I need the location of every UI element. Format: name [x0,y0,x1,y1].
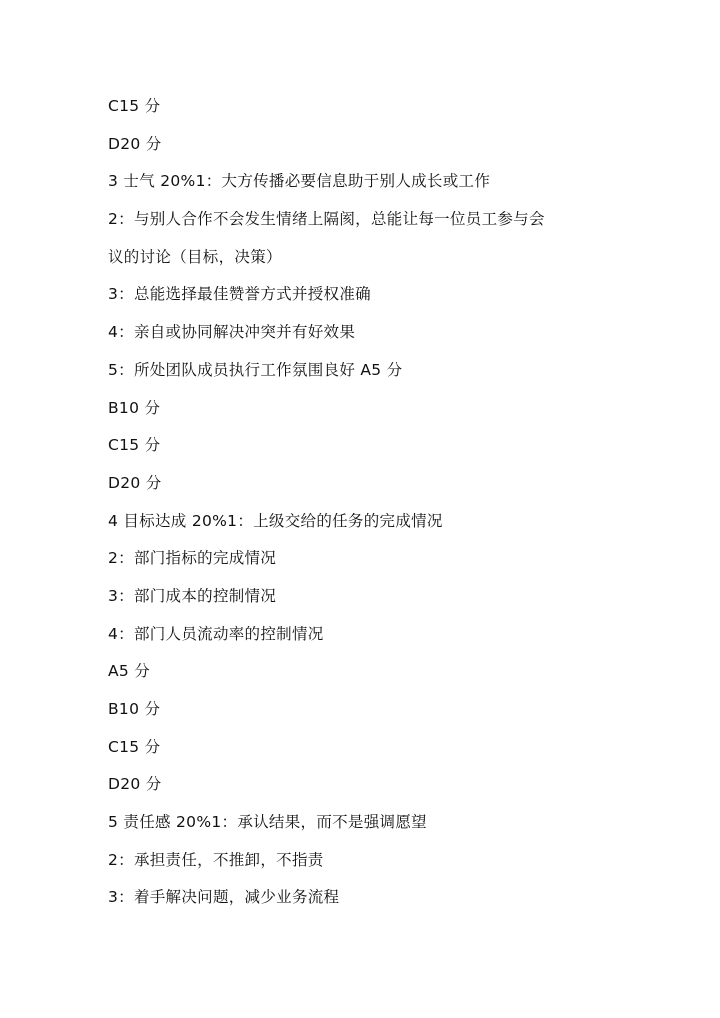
text-line-content: 3：着手解决问题，减少业务流程 [108,888,340,907]
text-line [108,132,628,170]
text-line [108,509,628,547]
text-line-content: 5：所处团队成员执行工作氛围良好 A5 分 [108,360,403,379]
text-line-content: C15 分 [108,737,161,756]
text-line-content: B10 分 [108,398,161,417]
text-line-content: 4 目标达成 20%1：上级交给的任务的完成情况 [108,511,443,530]
text-line-content: 4：部门人员流动率的控制情况 [108,624,324,643]
text-line-content: A5 分 [108,662,151,681]
text-line-content: 2：与别人合作不会发生情绪上隔阂，总能让每一位员工参与会 [108,210,545,229]
text-line [108,584,628,622]
text-line [108,169,628,207]
text-line [108,622,628,660]
text-line [108,885,628,923]
text-line-content: 议的讨论（目标，决策） [108,247,282,266]
text-line-content: D20 分 [108,134,162,153]
text-line [108,471,628,509]
text-line [108,245,628,283]
text-line [108,735,628,773]
text-line-content: B10 分 [108,700,161,718]
text-line [108,358,628,396]
text-line-content: 3 士气 20%1：大方传播必要信息助于别人成长或工作 [108,172,491,191]
text-line [108,94,628,132]
text-line-content: 3：部门成本的控制情况 [108,586,277,605]
text-line-content: 4：亲自或协同解决冲突并有好效果 [108,323,356,342]
text-line [108,546,628,584]
text-line-content: C15 分 [108,97,161,115]
text-line-content: 5 责任感 20%1：承认结果，而不是强调愿望 [108,813,427,832]
text-line [108,772,628,810]
text-line [108,697,628,735]
text-line-content: 3：总能选择最佳赞誉方式并授权准确 [108,285,371,304]
text-line [108,810,628,848]
text-line-content: D20 分 [108,473,162,492]
text-line [108,396,628,434]
text-line-content: 2：承担责任，不推卸，不指责 [108,850,324,869]
text-line [108,320,628,358]
text-line-content: 2：部门指标的完成情况 [108,549,277,568]
text-line [108,659,628,697]
text-line [108,433,628,471]
text-line-content: C15 分 [108,436,161,455]
text-line-content: D20 分 [108,775,162,794]
text-line [108,207,628,245]
text-line [108,848,628,886]
document-body [108,94,628,923]
text-line [108,282,628,320]
